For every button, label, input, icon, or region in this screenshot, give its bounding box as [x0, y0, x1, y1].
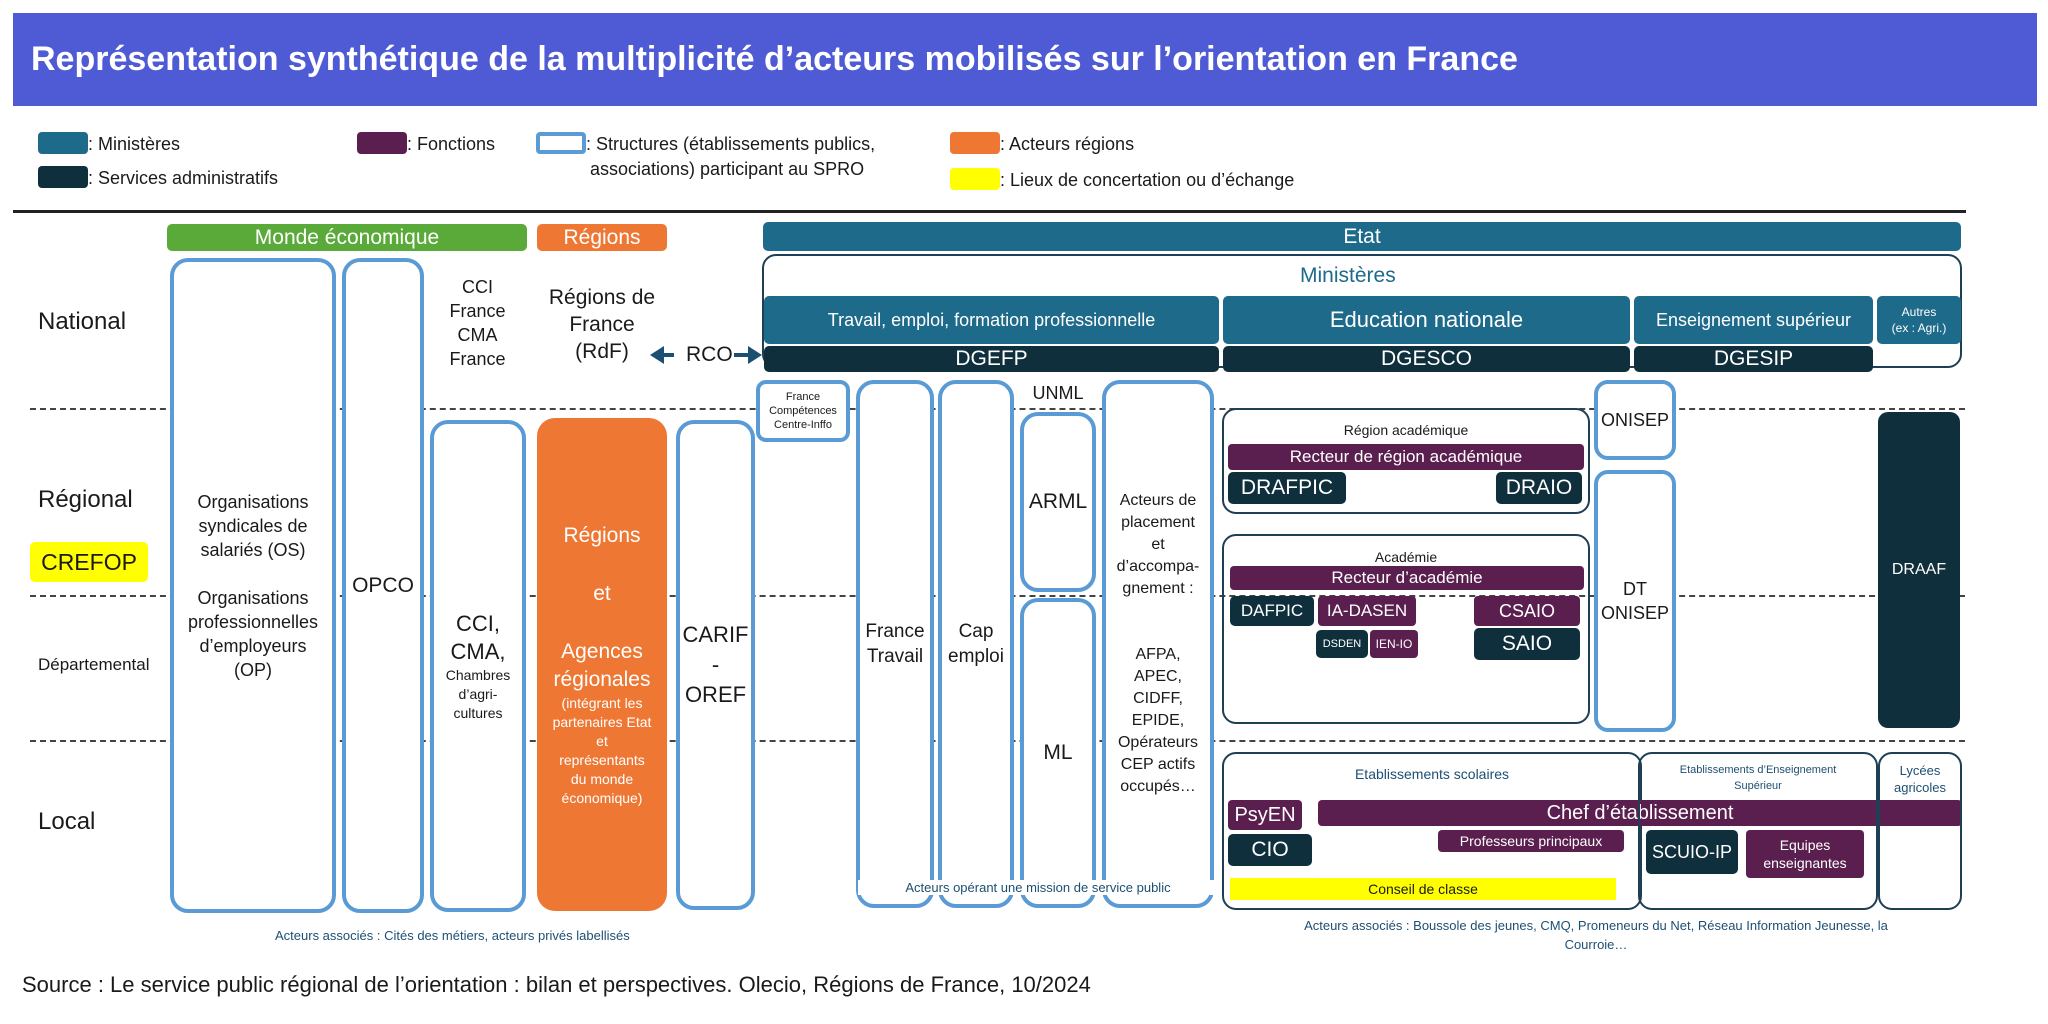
- cap-emploi-box: [938, 380, 1014, 908]
- legend-swatch-fonctions: [357, 132, 407, 154]
- chambres-line3: cultures: [453, 704, 503, 721]
- acc-line9: EPIDE,: [1131, 712, 1185, 729]
- rdf-line2: France: [569, 313, 635, 336]
- rdf-line1: Régions de: [548, 286, 656, 309]
- fci-line1: France: [785, 391, 821, 403]
- cap-line2: emploi: [948, 646, 1004, 667]
- acc-line8: CIDFF,: [1133, 690, 1183, 707]
- regions-label: Régions: [563, 523, 641, 547]
- csaio: CSAIO: [1474, 596, 1580, 626]
- lycees-agricoles-label: [1878, 762, 1962, 796]
- lycees-line1: Lycées: [1899, 763, 1941, 778]
- arrow-left-icon: [650, 346, 664, 364]
- chambres-line2: d’agri-: [458, 685, 498, 702]
- carif-oref-box: [676, 420, 755, 910]
- reg-note-line5: du monde: [570, 770, 634, 787]
- source-caption: Source : Le service public régional de l’orientation : bilan et perspectives. Olecio, Régions de France, 10/2024: [22, 972, 1091, 997]
- organisations-os-op-box: [170, 258, 336, 913]
- reg-note-line1: (intégrant les: [561, 694, 643, 711]
- conseil-de-classe: Conseil de classe: [1230, 878, 1616, 900]
- regions-agences-box: [537, 418, 667, 911]
- legend-swatch-regions: [950, 132, 1000, 154]
- regionales-label: régionales: [553, 667, 651, 691]
- os-line1: Organisations: [197, 491, 309, 512]
- mission-service-public: Acteurs opérant une mission de service public: [858, 880, 1218, 895]
- level-departemental: Départemental: [38, 655, 150, 674]
- dsden: DSDEN: [1316, 630, 1368, 658]
- legend-ministeres: : Ministères: [88, 134, 181, 154]
- rdf-line3: (RdF): [575, 340, 629, 363]
- chef-etablissement: Chef d’établissement: [1318, 800, 1962, 826]
- ministry-travail: Travail, emploi, formation professionnelle: [764, 296, 1219, 344]
- etab-sup-label: [1638, 762, 1878, 794]
- autres-line1: Autres: [1901, 305, 1937, 319]
- arrow-right-icon: [748, 346, 762, 364]
- fci-line2: Compétences: [769, 405, 837, 417]
- autres-line2: (ex : Agri.): [1891, 321, 1947, 335]
- dafpic: DAFPIC: [1230, 596, 1314, 626]
- ministeres-label: Ministères: [1300, 264, 1396, 287]
- oref-label: OREF: [684, 682, 747, 707]
- legend-swatch-ministeres: [38, 132, 88, 154]
- lycees-line2: agricoles: [1893, 780, 1947, 795]
- legend-structures-line1: : Structures (établissements publics,: [586, 134, 876, 154]
- cci-cma-chambres-box: [430, 420, 526, 912]
- op-line4: (OP): [234, 659, 272, 680]
- onisep-box: ONISEP: [1594, 380, 1676, 460]
- unml-label: UNML: [1032, 382, 1084, 403]
- saio: SAIO: [1474, 628, 1580, 660]
- op-line3: d’employeurs: [199, 635, 307, 656]
- ministry-autres: [1877, 296, 1961, 344]
- ministry-education: Education nationale: [1223, 296, 1630, 344]
- psyen: PsyEN: [1228, 800, 1302, 830]
- op-line2: professionnelles: [187, 611, 319, 632]
- legend-lieux: : Lieux de concertation ou d’échange: [1000, 170, 1295, 190]
- os-line3: salariés (OS): [200, 539, 306, 560]
- associes-right-line1: Acteurs associés : Boussole des jeunes, CMQ, Promeneurs du Net, Réseau Information Jeunesse, la: [1304, 918, 1888, 933]
- cio: CIO: [1228, 834, 1312, 866]
- drafpic: DRAFPIC: [1228, 472, 1346, 504]
- equipes-enseignantes: [1746, 830, 1864, 878]
- arrow-right-shaft: [734, 353, 748, 357]
- cci-france-line1: CCI: [462, 277, 493, 297]
- acc-line5: gnement :: [1122, 580, 1194, 597]
- ft-line1: France: [865, 621, 925, 642]
- arml-box: ARML: [1020, 412, 1096, 592]
- chambres-line1: Chambres: [445, 666, 511, 683]
- acc-line2: placement: [1121, 514, 1195, 531]
- acc-line6: AFPA,: [1135, 646, 1181, 663]
- etab-sup-line1: Etablissements d’Enseignement: [1679, 764, 1837, 776]
- dt-onisep-box: [1594, 470, 1676, 732]
- legend-separator: [13, 210, 1966, 213]
- arrow-left-shaft: [664, 353, 674, 357]
- ml-box: ML: [1020, 598, 1096, 908]
- france-competences-box: [756, 380, 850, 442]
- agences-label: Agences: [561, 639, 643, 663]
- etablissements-scolaires-label: Etablissements scolaires: [1354, 766, 1510, 782]
- carif-label: CARIF: [682, 622, 749, 647]
- associes-left: Acteurs associés : Cités des métiers, acteurs privés labellisés: [275, 928, 630, 943]
- reg-note-line2: partenaires Etat: [552, 713, 652, 730]
- cap-line1: Cap: [958, 621, 994, 642]
- cma-label: CMA,: [450, 638, 506, 664]
- cci-france-line2: France: [449, 301, 506, 321]
- level-regional: Régional: [38, 486, 133, 513]
- draio: DRAIO: [1496, 472, 1582, 504]
- professeurs-principaux: Professeurs principaux: [1438, 830, 1624, 852]
- draaf: DRAAF: [1878, 412, 1960, 728]
- recteur-region-academique: Recteur de région académique: [1228, 444, 1584, 470]
- cma-france-line1: CMA: [457, 325, 498, 345]
- acc-line12: occupés…: [1120, 778, 1196, 795]
- recteur-academie: Recteur d’académie: [1230, 566, 1584, 590]
- ien-io: IEN-IO: [1370, 630, 1418, 658]
- france-travail-box: [856, 380, 934, 908]
- ft-line2: Travail: [866, 646, 924, 667]
- page-title: Représentation synthétique de la multiplicité d’acteurs mobilisés sur l’orientation en France: [13, 13, 2037, 106]
- academie-label: Académie: [1374, 549, 1438, 565]
- op-line1: Organisations: [197, 587, 309, 608]
- crefop-badge: CREFOP: [30, 542, 148, 582]
- acc-line10: Opérateurs: [1117, 734, 1199, 751]
- header-regions: Régions: [537, 224, 667, 251]
- legend-structures-line2: associations) participant au SPRO: [590, 159, 865, 179]
- associes-right-line2: Courroie…: [1564, 937, 1628, 952]
- os-line2: syndicales de: [198, 515, 308, 536]
- cci-label: CCI,: [456, 610, 500, 636]
- dgefp: DGEFP: [764, 346, 1219, 372]
- reg-note-line6: économique): [561, 789, 643, 806]
- legend-swatch-lieux: [950, 168, 1000, 190]
- equipes-line1: Equipes: [1779, 837, 1831, 853]
- equipes-line2: enseignantes: [1763, 855, 1847, 871]
- et-label: et: [593, 581, 611, 605]
- ministry-sup: Enseignement supérieur: [1634, 296, 1873, 344]
- legend-acteurs-regions: : Acteurs régions: [1000, 134, 1135, 154]
- level-national: National: [38, 308, 127, 335]
- etab-sup-line2: Supérieur: [1734, 780, 1782, 792]
- cci-cma-france: [430, 275, 525, 371]
- cma-france-line2: France: [449, 349, 506, 369]
- acc-line11: CEP actifs: [1120, 756, 1196, 773]
- legend-services: : Services administratifs: [88, 168, 279, 188]
- legend-fonctions: : Fonctions: [407, 134, 496, 154]
- opco-box: OPCO: [342, 258, 424, 913]
- reg-note-line3: et: [596, 732, 608, 749]
- header-etat: Etat: [763, 222, 1961, 251]
- acteurs-placement-box: [1102, 380, 1214, 908]
- fci-line3: Centre-Inffo: [774, 419, 832, 431]
- associes-right: [1226, 916, 1966, 954]
- ia-dasen: IA-DASEN: [1318, 596, 1416, 626]
- acc-line3: et: [1151, 536, 1165, 553]
- acc-line1: Acteurs de: [1119, 492, 1197, 509]
- dgesco: DGESCO: [1223, 346, 1630, 372]
- dt-line1: DT: [1623, 579, 1647, 599]
- dt-line2: ONISEP: [1600, 603, 1670, 623]
- dgesip: DGESIP: [1634, 346, 1873, 372]
- level-local: Local: [38, 808, 96, 835]
- legend-swatch-services: [38, 166, 88, 188]
- region-academique-label: Région académique: [1343, 422, 1469, 438]
- reg-note-line4: représentants: [559, 751, 645, 768]
- header-monde-economique: Monde économique: [167, 224, 527, 251]
- scuio-ip: SCUIO-IP: [1646, 830, 1738, 874]
- carif-dash: -: [711, 652, 720, 677]
- acc-line7: APEC,: [1133, 668, 1182, 685]
- rco-label: RCO: [686, 343, 733, 366]
- legend-swatch-structures: [536, 132, 586, 154]
- acc-line4: d’accompa-: [1116, 558, 1200, 575]
